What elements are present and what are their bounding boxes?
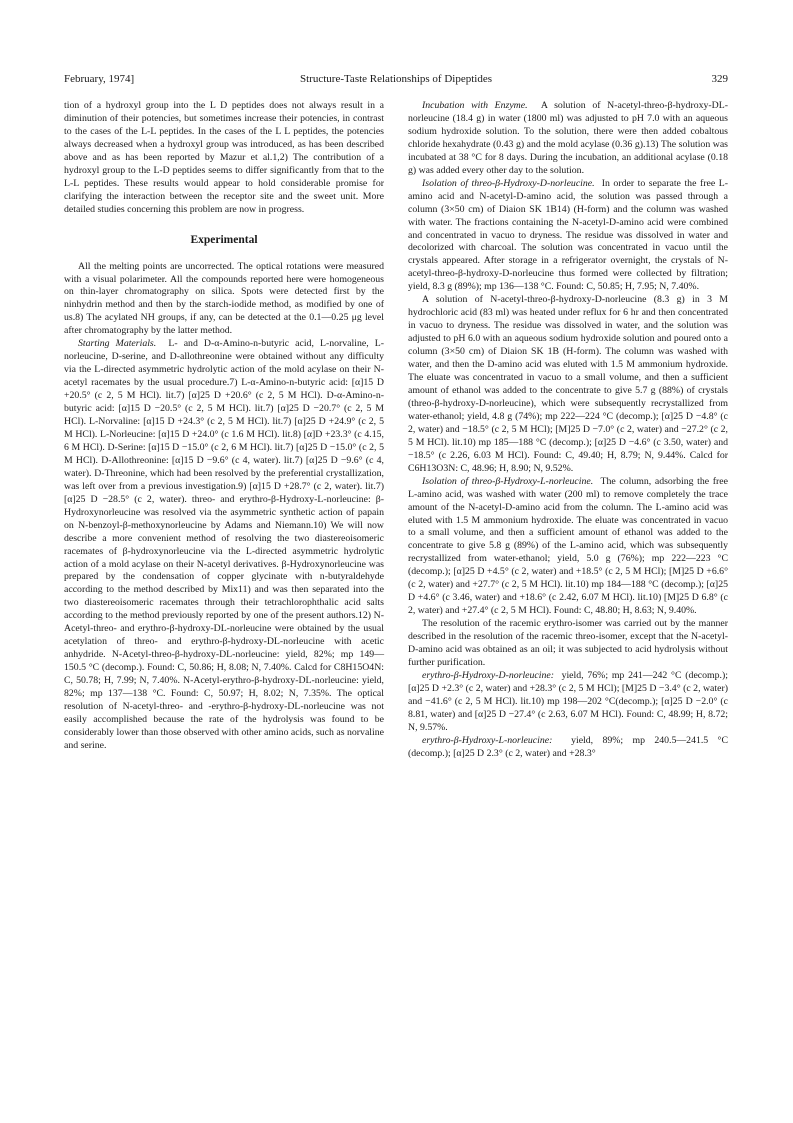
erythro-d-paragraph bbox=[408, 670, 728, 735]
paragraph-body: A solution of N-acetyl-threo-β-hydroxy-DL-norleucine (18.4 g) in water (1800 ml) was adjusted to pH 7.0 with an aqueous sodium hydroxide solution. To the solution, there were then added cobaltous chloride hexahydrate (0.43 g) and the mold acylase (0.36 g).13) The solution was incubated at 38 °C for 8 days. During the incubation, an additional acylase (0.18 g) was added every other day to the solution. bbox=[408, 100, 728, 176]
starting-materials-paragraph bbox=[64, 338, 384, 753]
general-methods-paragraph: All the melting points are uncorrected. The optical rotations were measured with a visual polarimeter. All the compounds reported here were homogeneous on thin-layer chromatography on silica. Spots were detected first by the ninhydrin method and then by the starch-iodide method, as modified by one of us.8) The acylated NH groups, if any, can be detected at the 0.1—0.25 μg level after chromatography by the latter method. bbox=[64, 260, 384, 337]
erythro-resolution-paragraph: The resolution of the racemic erythro-isomer was carried out by the manner described in the resolution of the racemic threo-isomer, except that the N-acetyl-D-amino acid was obtained as an oil; it was subjected to acid hydrolysis without further purification. bbox=[408, 618, 728, 668]
erythro-l-paragraph bbox=[408, 735, 728, 761]
paragraph-lead: Starting Materials. bbox=[78, 338, 157, 350]
right-column bbox=[408, 100, 728, 761]
page-number: 329 bbox=[711, 73, 728, 85]
section-title: Experimental bbox=[190, 233, 258, 246]
incubation-paragraph bbox=[408, 100, 728, 178]
hydrolysis-paragraph: A solution of N-acetyl-threo-β-hydroxy-D-norleucine (8.3 g) in 3 M hydrochloric acid (83 ml) was heated under reflux for 6 hr and then concentrated in vacuo to dryness. The residue was dissolved in water, and the solution was adjusted to pH 6.0 with an aqueous sodium hydroxide solution and poured onto a column (3×50 cm) of Diaion SK 1B (H-form). The column was washed with water, and then the D-amino acid was eluted with 1.5 M ammonium hydroxide. The eluate was concentrated in vacuo to a small volume, and then a sufficient amount of ethanol was added to the concentrate to give 5.7 g (88%) of crystals (threo-β-hydroxy-D-norleucine), which were subsequently recrystallized from water-ethanol; yield, 4.8 g (74%); mp 222—224 °C (decomp.); [α]25 D −4.8° (c 2, water) and −18.5° (c 2, 5 M HCl); [M]25 D −7.0° (c 2, water) and −27.2° (c 2, 5 M HCl). lit.10) mp 185—188 °C (decomp.); [α]25 D −4.6° (c 3.50, water) and −18.5° (c 2.26, 6.03 M HCl). Found: C, 49.40; H, 8.79; N, 9.44%. Calcd for C6H13O3N: C, 48.96; H, 8.90; N, 9.52%. bbox=[408, 294, 728, 474]
paragraph-body: yield, 89%; mp 240.5—241.5 °C (decomp.); [α]25 D 2.3° (c 2, water) and +28.3° bbox=[408, 734, 728, 759]
paragraph-lead: Isolation of threo-β-Hydroxy-D-norleucine. bbox=[422, 177, 595, 189]
isolation-d-paragraph bbox=[408, 178, 728, 295]
paragraph-body: L- and D-α-Amino-n-butyric acid, L-norvaline, L-norleucine, D-serine, and D-allothreonine were obtained without any difficulty via the L-directed asymmetric hydrolytic action of the mold acylase on their N-acetyl racemates by the usual procedure.7) L-α-Amino-n-butyric acid: [α]15 D +20.5° (c 2, 5 M HCl). lit.7) [α]25 D +20.6° (c 2, 5 M HCl). D-α-Amino-n-butyric acid: [α]15 D −20.5° (c 2, 5 M HCl). lit.7) [α]25 D −20.7° (c 2, 5 M HCl). L-Norvaline: [α]15 D +24.3° (c 2, 5 M HCl). lit.7) [α]25 D +24.9° (c 2, 5 M HCl). L-Norleucine: [α]15 D +24.0° (c 1.6 M HCl). lit.8) [α]D +23.3° (c 4.15, 6 M HCl). D-Serine: [α]15 D −15.0° (c 2, 6 M HCl). lit.7) [α]25 D −15.0° (c 2, 5 M HCl). D-Allothreonine: [α]15 D −9.6° (c 4, water). lit.7) [α]25 D −9.6° (c 4, water). D-Threonine, which had been resolved by the preferential crystallization, was left over from a previous investigation.9) [α]15 D +28.7° (c 2, water). lit.7) [α]25 D −28.5° (c 2, water). threo- and erythro-β-Hydroxy-L-norleucine: β-Hydroxynorleucine was resolved via the asymmetric synthetic action of papain on N-benzoyl-β-methoxynorleucine by Adams and Niemann.10) We will now describe a more convenient method of resolving the two diastereoisomeric racemates of β-hydroxynorleucine via the L-directed asymmetric hydrolytic action of a mold acylase on their N-acetyl derivatives. β-Hydroxynorleucine was prepared by the condensation of copper glycinate with n-butyraldehyde according to the method described by Mix11) and was then separated into the two diastereoisomeric racemates through their tetrachlorophthalic acid salts according to the method previously reported by one of the present authors.12) N-Acetyl-threo- and erythro-β-hydroxy-DL-norleucine were obtained by the usual acetylation of threo- and erythro-β-hydroxy-DL-norleucine with acetic anhydride. N-Acetyl-threo-β-hydroxy-DL-norleucine: yield, 82%; mp 149—150.5 °C (decomp.). Found: C, 50.86; H, 8.08; N, 7.40%. Calcd for C8H15O4N: C, 50.78; H, 7.99; N, 7.40%. N-Acetyl-erythro-β-hydroxy-DL-norleucine: yield, 82%; mp 137—138 °C. Found: C, 50.97; H, 8.02; N, 7.35%. The optical resolution of N-acetyl-threo- and -erythro-β-hydroxy-DL-norleucine was not easily accomplished because the rate of the hydrolysis was found to be considerably lower than those observed with other amino acids, such as norvaline and serine. bbox=[64, 338, 384, 751]
paragraph-lead: erythro-β-Hydroxy-L-norleucine: bbox=[422, 734, 553, 746]
paragraph-lead: Isolation of threo-β-Hydroxy-L-norleucine. bbox=[422, 475, 594, 487]
running-header bbox=[64, 72, 728, 88]
paragraph-lead: Incubation with Enzyme. bbox=[422, 100, 528, 111]
left-column bbox=[64, 100, 384, 753]
isolation-l-paragraph bbox=[408, 476, 728, 618]
paragraph-body: The column, adsorbing the free L-amino acid, was washed with water (200 ml) to remove completely the trace amount of the N-acetyl-D-amino acid from the column. The L-amino acid was eluted with 1.5 M ammonium hydroxide. The eluate was concentrated in vacuo to a small volume, and then a sufficient amount of ethanol was added to the concentrate to give 5.8 g (89%) of the L-amino acid, which was subsequently recrystallized from water-ethanol; yield, 5.0 g (76%); mp 222—223 °C (decomp.); [α]25 D +4.5° (c 2, water) and +18.5° (c 2, 5 M HCl); [M]25 D +6.6° (c 2, water) and +27.7° (c 2, 5 M HCl). lit.10) mp 184—188 °C (decomp.); [α]25 D +4.6° (c 3.46, water) and +18.6° (c 2.42, 6.07 M HCl). lit.10) [M]25 D 6.8° (c 2, water) and +27.4° (c 2, 5 M HCl). Found: C, 48.80; H, 8.63; N, 9.40%. bbox=[408, 475, 728, 617]
paragraph-body: In order to separate the free L-amino acid and N-acetyl-D-amino acid, the solution was passed through a column (3×50 cm) of Diaion SK 1B14) (H-form) and the column was washed with water. The fractions containing the N-acetyl-D-amino acid were combined and concentrated in vacuo to dryness. The residue was dissolved in water and decolorized with charcoal. The solution was concentrated in vacuo until the crystals appeared. After storage in a refrigerator overnight, the crystals of N-acetyl-threo-β-hydroxy-D-norleucine thus formed were collected by filtration; yield, 8.3 g (89%); mp 136—138 °C. Found: C, 50.85; H, 7.95; N, 7.40%. bbox=[408, 177, 728, 293]
intro-paragraph: tion of a hydroxyl group into the L D peptides does not always result in a diminution of their potencies, but sometimes increase their potencies, in contrast to the cases of the L-L peptides. In the cases of the L L peptides, the potencies always decreased when a hydroxyl group was introduced, as has been described above and as has been reported by Mazur et al.1,2) The contribution of a hydroxyl group to the L-D peptides seems to differ significantly from that to the L-L peptides. These results would appear to hold considerable promise for clarifying the interaction between the receptor site and the sweet unit. More detailed studies concerning this problem are now in progress. bbox=[64, 100, 384, 215]
header-date: February, 1974] bbox=[64, 73, 135, 85]
paragraph-body: yield, 76%; mp 241—242 °C (decomp.); [α]25 D +2.3° (c 2, water) and +28.3° (c 2, 5 M HCl); [M]25 D −3.4° (c 2, water) and −41.6° (c 2, 5 M HCl). lit.10) mp 198—202 °C(decomp.); [α]25 D −2.0° (c 8.81, water) and [α]25 D −27.4° (c 2.63, 6.07 M HCl). Found: C, 48.99; H, 8.72; N, 9.57%. bbox=[408, 669, 728, 733]
header-title: Structure-Taste Relationships of Dipeptides bbox=[300, 73, 492, 85]
paragraph-lead: erythro-β-Hydroxy-D-norleucine: bbox=[422, 669, 555, 681]
